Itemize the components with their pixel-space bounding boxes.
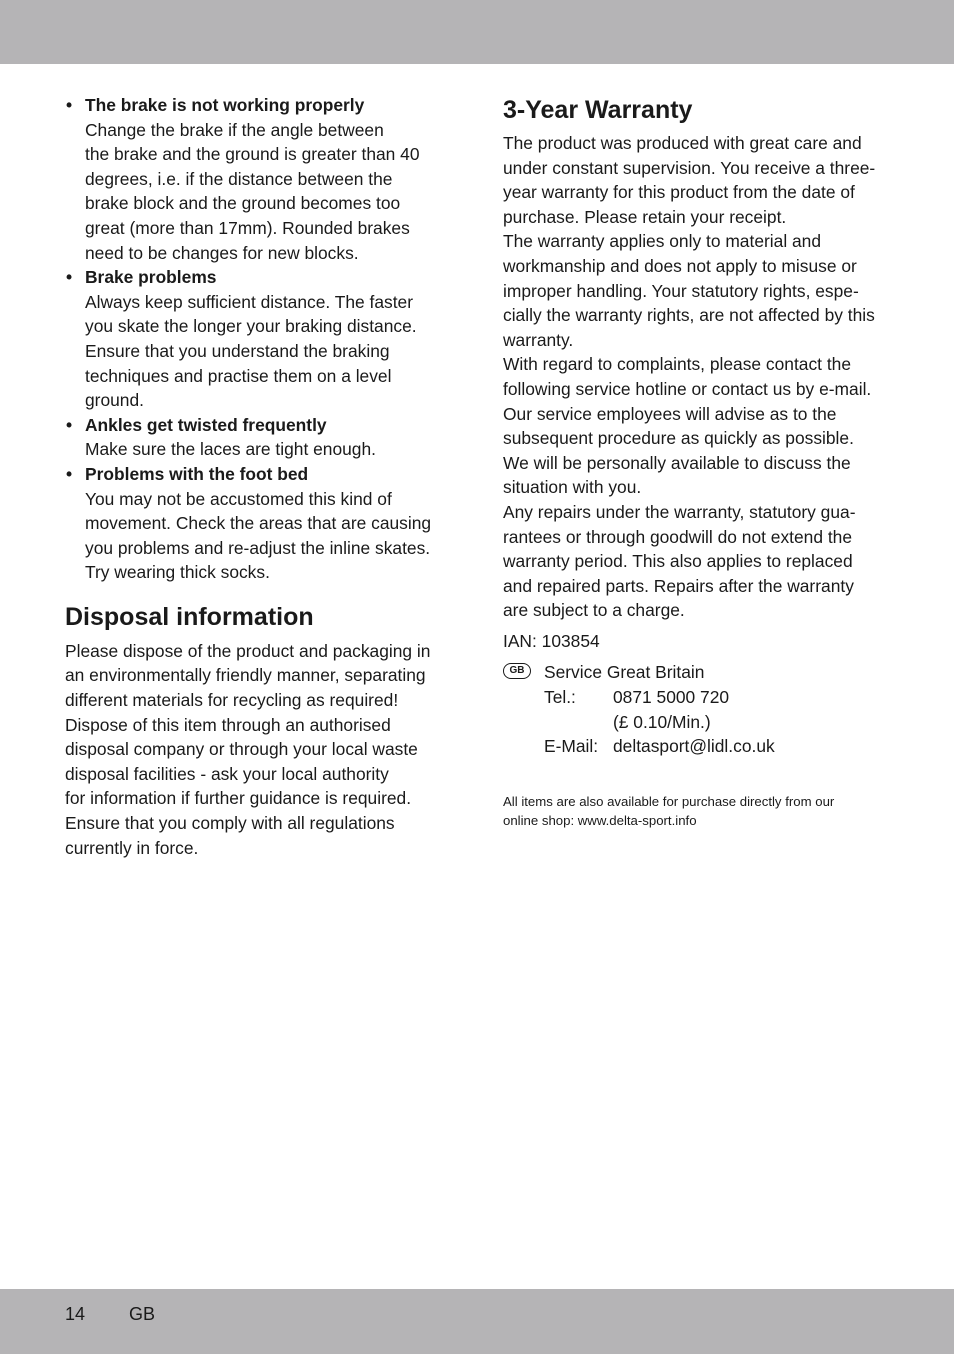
bullet-text-line: Try wearing thick socks. (85, 562, 270, 583)
paragraph-line: for information if further guidance is required. (65, 788, 412, 809)
bullet-text-line: ground. (85, 390, 144, 411)
bullet-dot: • (66, 267, 73, 288)
telephone-rate-row (544, 710, 893, 735)
paragraph-line: cially the warranty rights, are not affected by this (503, 305, 875, 326)
telephone-row (544, 685, 893, 710)
paragraph-line: disposal facilities - ask your local authority (65, 763, 389, 784)
gb-country-icon: GB (503, 663, 531, 679)
bullet-text-line: you problems and re-adjust the inline skates. (85, 537, 431, 558)
bullet-title: Problems with the foot bed (85, 463, 309, 484)
page-number: 14 (65, 1304, 86, 1324)
paragraph-line: Please dispose of the product and packaging in (65, 640, 431, 661)
service-contact (503, 660, 893, 758)
paragraph-line: The product was produced with great care and (503, 133, 862, 153)
paragraph-line: rantees or through goodwill do not extend the (503, 526, 853, 547)
paragraph-line: different materials for recycling as required! (65, 690, 399, 711)
paragraph-line: are subject to a charge. (503, 600, 685, 621)
service-name: Service Great Britain (544, 662, 705, 683)
bullet-text-line: the brake and the ground is greater than 40 (85, 144, 420, 165)
online-shop-note (503, 792, 893, 830)
bullet-dot: • (66, 414, 73, 435)
paragraph-line: warranty period. This also applies to replaced (503, 551, 853, 572)
paragraph-line: Dispose of this item through an authorised (65, 714, 391, 735)
paragraph-line: purchase. Please retain your receipt. (503, 206, 787, 227)
paragraph-line: disposal company or through your local waste (65, 739, 418, 760)
paragraph-line: and repaired parts. Repairs after the warranty (503, 575, 854, 596)
bullet-text-line: degrees, i.e. if the distance between the (85, 168, 393, 189)
paragraph-line: situation with you. (503, 477, 642, 498)
bullet-title: The brake is not working properly (85, 95, 365, 115)
bullet-dot: • (66, 463, 73, 484)
disposal-paragraph (65, 639, 455, 860)
email-label: E-Mail: (544, 736, 599, 757)
list-item (65, 462, 455, 585)
note-line: All items are also available for purchase directly from our (503, 793, 835, 809)
paragraph-line: under constant supervision. You receive a three- (503, 157, 876, 178)
paragraph-line: We will be personally available to discuss the (503, 452, 851, 473)
bullet-text-line: Ensure that you understand the braking (85, 340, 390, 361)
bullet-text-line: Always keep sufficient distance. The faster (85, 291, 414, 312)
right-column (503, 93, 893, 830)
note-line: online shop: www.delta-sport.info (503, 812, 697, 828)
paragraph-line: year warranty for this product from the date of (503, 182, 855, 203)
paragraph-line: subsequent procedure as quickly as possible. (503, 428, 854, 449)
paragraph-line: workmanship and does not apply to misuse or (503, 255, 857, 276)
paragraph-line: Ensure that you comply with all regulations (65, 813, 395, 834)
paragraph-line: Any repairs under the warranty, statutory gua- (503, 501, 856, 522)
list-item (65, 265, 455, 413)
email-row (544, 734, 893, 759)
bullet-text-line: You may not be accustomed this kind of (85, 488, 392, 509)
bullet-text-line: you skate the longer your braking distance. (85, 316, 417, 337)
language-code: GB (129, 1304, 156, 1324)
troubleshooting-list (65, 93, 455, 585)
paragraph-line: The warranty applies only to material and (503, 231, 822, 252)
bullet-text-line: brake block and the ground becomes too (85, 193, 401, 214)
paragraph-line: With regard to complaints, please contact the (503, 354, 851, 375)
telephone-number: 0871 5000 720 (613, 687, 730, 708)
paragraph-line: currently in force. (65, 837, 199, 858)
paragraph-line: an environmentally friendly manner, separating (65, 665, 426, 686)
telephone-rate: (£ 0.10/Min.) (613, 711, 711, 732)
paragraph-line: improper handling. Your statutory rights, espe- (503, 280, 859, 301)
bullet-dot: • (66, 95, 73, 115)
service-name-row (544, 660, 893, 685)
list-item (65, 413, 455, 462)
telephone-label: Tel.: (544, 687, 576, 708)
list-item (65, 93, 455, 265)
bullet-text-line: movement. Check the areas that are causing (85, 513, 432, 534)
paragraph-line: warranty. (503, 329, 574, 350)
left-column (65, 93, 455, 860)
header-band (0, 0, 954, 64)
bullet-title: Ankles get twisted frequently (85, 414, 327, 435)
paragraph-line: following service hotline or contact us by e-mail. (503, 378, 872, 399)
ian-number: IAN: 103854 (503, 630, 600, 651)
warranty-paragraph (503, 131, 893, 759)
bullet-text-line: great (more than 17mm). Rounded brakes (85, 217, 410, 238)
bullet-title: Brake problems (85, 267, 217, 288)
service-details (544, 660, 893, 758)
paragraph-line: Our service employees will advise as to the (503, 403, 837, 424)
bullet-text-line: techniques and practise them on a level (85, 365, 392, 386)
bullet-text-line: need to be changes for new blocks. (85, 242, 359, 263)
bullet-text-line: Change the brake if the angle between (85, 119, 384, 140)
disposal-heading: Disposal information (65, 602, 314, 631)
warranty-heading: 3-Year Warranty (503, 96, 693, 124)
email-address: deltasport@lidl.co.uk (613, 736, 775, 757)
bullet-text-line: Make sure the laces are tight enough. (85, 439, 376, 460)
